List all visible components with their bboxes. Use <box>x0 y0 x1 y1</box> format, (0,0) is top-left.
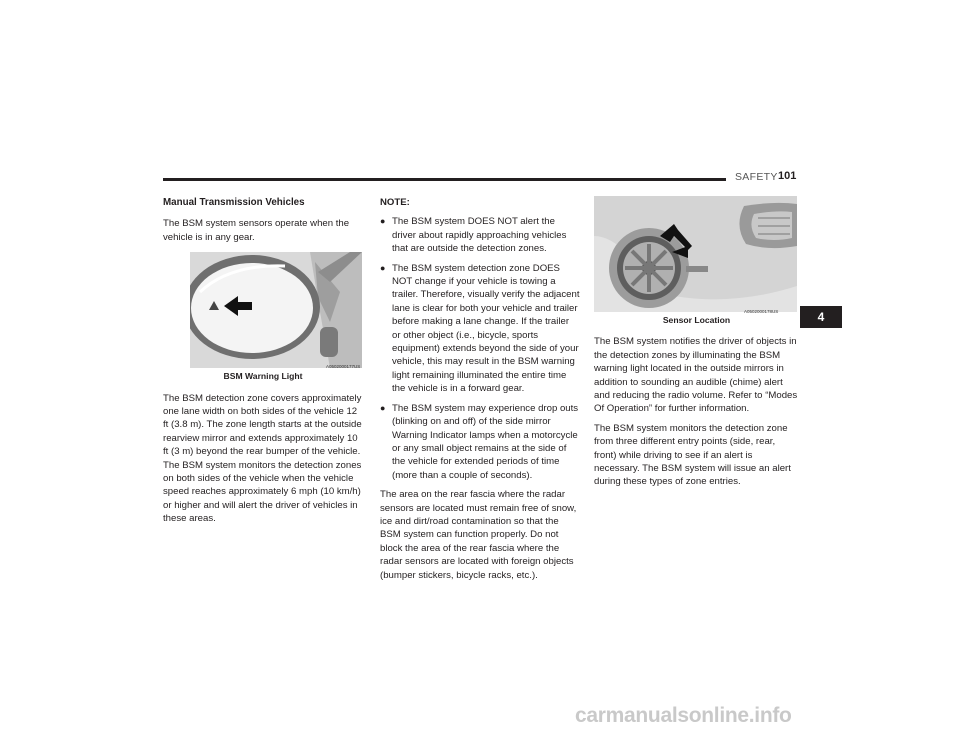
paragraph: The BSM system monitors the detection zone from three different entry points (side, rear, front) while driving to see if an alert is necessary. The BSM system will issue an alert during these types of zone entries. <box>594 422 791 488</box>
paragraph: The BSM detection zone covers approximately one lane width on both sides of the vehicle 12 ft (3.8 m). The zone length starts at the outside rearview mirror and extends approximately 10 ft (3 m) beyond the rear bumper of the vehicle. The BSM system monitors the detection zones on both sides of the vehicle when the vehicle speed reaches approximately 6 mph (10 km/h) or higher and will alert the driver of vehicles in these areas. <box>163 392 362 525</box>
section-heading: Manual Transmission Vehicles <box>163 197 305 208</box>
figure-caption: Sensor Location <box>662 315 731 325</box>
note-list <box>380 215 580 482</box>
note-label: NOTE: <box>380 197 410 208</box>
bullet-icon: ● <box>380 216 386 227</box>
figure-bsm-warning-light <box>190 252 362 368</box>
column-2 <box>380 196 580 588</box>
bullet-icon: ● <box>380 402 386 413</box>
column-3 <box>594 196 799 495</box>
list-item: ● The BSM system detection zone DOES NOT change if your vehicle is towing a trailer. Therefore, visually verify the adjacent lane is clear for both your vehicle and trailer before making a lane change. If the trailer or other object (i.e., bicycle, sports equipment) extends beyond the side of your vehicle, this may result in the BSM warning light remaining illuminated the entire time the vehicle is in a forward gear. <box>380 262 580 395</box>
list-item: ● The BSM system may experience drop outs (blinking on and off) of the side mirror Warning Indicator lamps when a motorcycle or any small object remains at the side of the vehicle for extended periods of time (more than a couple of seconds). <box>380 402 579 481</box>
mirror-illustration <box>190 252 362 368</box>
figure-code: A0502000177US <box>326 364 361 370</box>
footer-watermark: carmanualsonline.info <box>575 704 792 727</box>
page-number: 101 <box>778 170 797 182</box>
figure-sensor-location <box>594 196 797 312</box>
paragraph: The area on the rear fascia where the radar sensors are located must remain free of snow, ice and dirt/road contamination so that the BSM system can function properly. Do not block the area of the rear fascia where the radar sensors are located with foreign objects (bumper stickers, bicycle racks, etc.). <box>380 489 577 581</box>
list-item: ● The BSM system DOES NOT alert the driver about rapidly approaching vehicles that are outside the detection zones. <box>380 216 567 255</box>
bullet-icon: ● <box>380 262 386 273</box>
car-rear-illustration <box>594 196 797 312</box>
figure-caption: BSM Warning Light <box>223 371 303 382</box>
paragraph: The BSM system notifies the driver of objects in the detection zones by illuminating the BSM warning light located in the outside mirrors in addition to sounding an audible (chime) alert and reducing the radio volume. Refer to “Modes Of Operation” for further information. <box>594 336 798 415</box>
header-rule <box>163 178 726 181</box>
chapter-tab: 4 <box>800 306 842 328</box>
paragraph: The BSM system sensors operate when the vehicle is in any gear. <box>163 218 350 243</box>
section-title: SAFETY <box>735 171 778 183</box>
column-1 <box>163 196 363 532</box>
figure-code: A0502000178US <box>744 309 779 314</box>
